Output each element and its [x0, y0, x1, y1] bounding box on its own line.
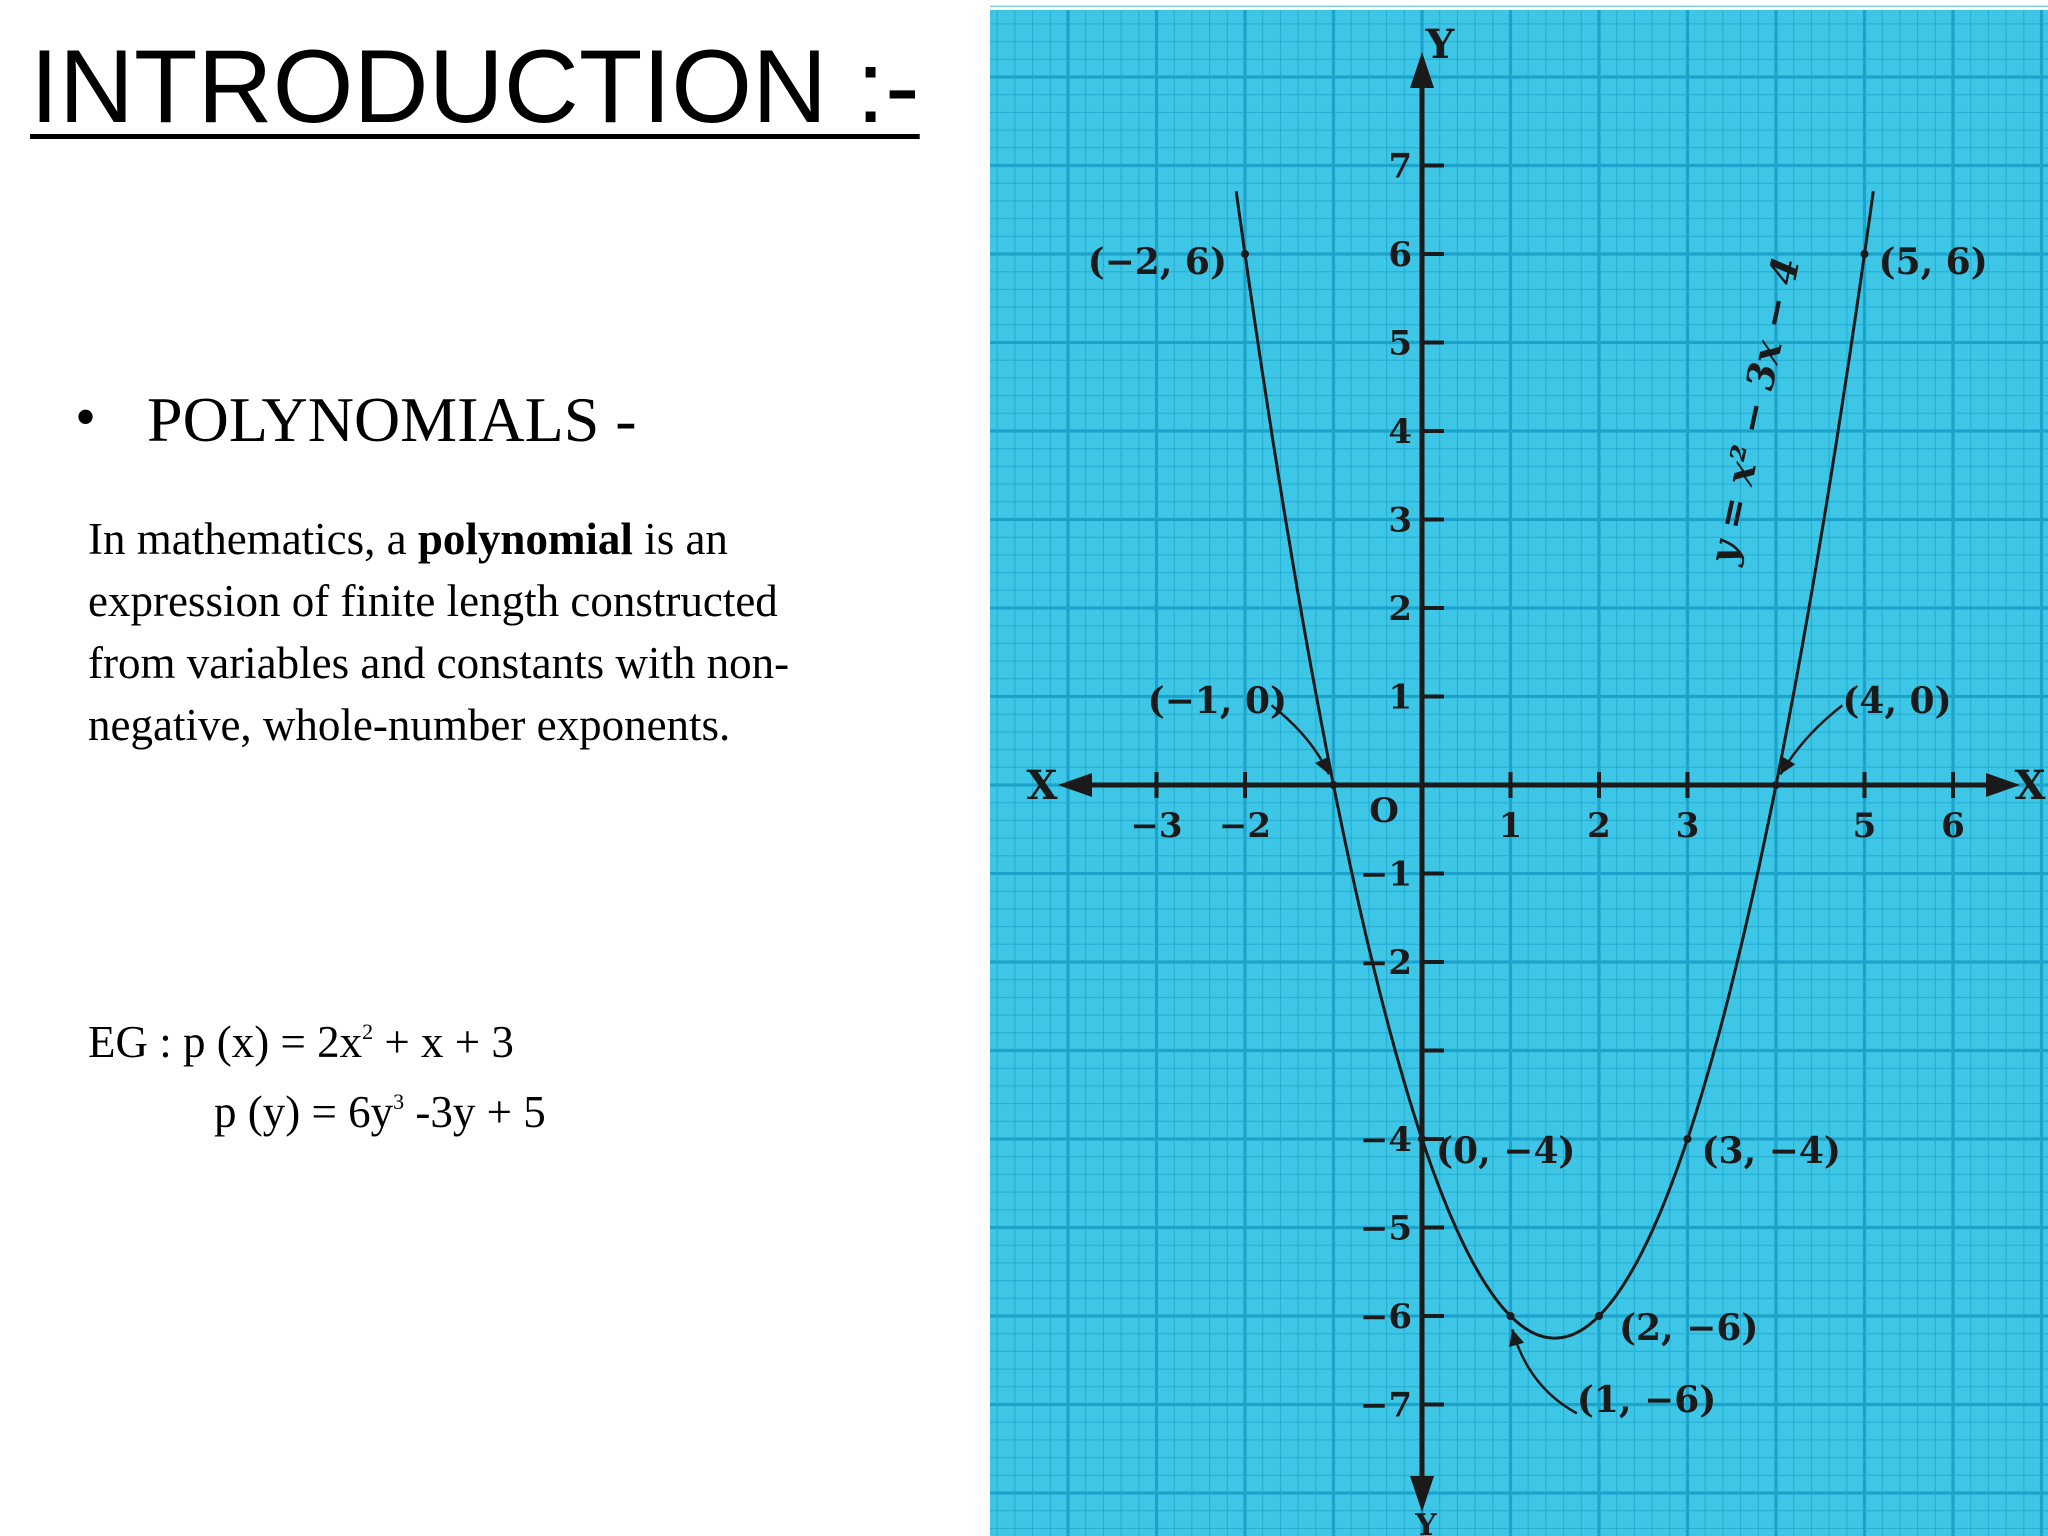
y-tick-label: 6 [1388, 235, 1412, 275]
data-point [1861, 250, 1869, 258]
definition-line-2: expression of finite length constructed [88, 576, 778, 626]
x-tick-label: −3 [1130, 806, 1183, 846]
example-exponent: 2 [362, 1019, 374, 1044]
point-annotation: (−2, 6) [1087, 241, 1227, 283]
example-exponent: 3 [393, 1089, 405, 1114]
bullet-dot: • [75, 384, 97, 450]
x-tick-label: 1 [1498, 806, 1523, 846]
bullet-polynomials [75, 383, 637, 457]
y-tick-label: 2 [1388, 589, 1412, 629]
point-annotation: (0, −4) [1436, 1130, 1576, 1172]
data-point [1507, 1312, 1515, 1320]
y-tick-label: −5 [1359, 1208, 1412, 1249]
example-line-2 [88, 1072, 546, 1142]
point-annotation: (5, 6) [1878, 241, 1988, 283]
data-point [1772, 781, 1780, 789]
y-axis-label-bottom: Y [1415, 1508, 1437, 1536]
x-tick-label: 3 [1675, 806, 1700, 846]
definition-text: In mathematics, a [88, 514, 418, 564]
definition-line-1 [88, 508, 1018, 570]
x-tick-label: −2 [1218, 806, 1272, 846]
y-tick-label: −6 [1359, 1297, 1412, 1337]
point-annotation: (−1, 0) [1147, 679, 1288, 722]
y-axis-label-top: Y [1425, 21, 1455, 68]
parabola-graph [990, 0, 2048, 1536]
y-tick-label: −2 [1359, 943, 1412, 983]
x-axis-label-left: X [1026, 762, 1058, 809]
example-text: EG : p (x) = 2x [88, 1017, 363, 1067]
bullet-label: POLYNOMIALS - [147, 384, 637, 455]
point-annotation: (1, −6) [1576, 1379, 1717, 1422]
point-annotation: (2, −6) [1619, 1307, 1759, 1349]
definition-paragraph [88, 508, 1018, 756]
point-annotation: (3, −4) [1701, 1130, 1841, 1172]
graph-panel [990, 0, 2048, 1536]
example-block [88, 1002, 546, 1142]
example-text: + x + 3 [373, 1017, 514, 1067]
definition-text: is an [632, 514, 728, 564]
slide-title: INTRODUCTION :- [30, 29, 920, 145]
definition-line-4: negative, whole-number exponents. [88, 700, 731, 750]
origin-label: O [1369, 791, 1399, 831]
data-point [1595, 1312, 1603, 1320]
x-tick-label: 6 [1941, 806, 1965, 846]
y-tick-label: 4 [1388, 412, 1412, 452]
y-tick-label: 5 [1388, 323, 1412, 364]
graph-paper [990, 10, 2048, 1536]
data-point [1418, 1135, 1426, 1143]
x-axis-label-right: X [2014, 762, 2046, 809]
definition-term: polynomial [417, 514, 633, 564]
definition-line-3: from variables and constants with non- [88, 638, 790, 688]
x-tick-label: 5 [1852, 806, 1877, 846]
y-tick-label: 3 [1388, 500, 1412, 541]
point-annotation: (4, 0) [1842, 679, 1952, 722]
data-point [1684, 1135, 1692, 1143]
y-tick-label: 7 [1388, 146, 1412, 187]
y-tick-label: 1 [1388, 677, 1412, 718]
y-tick-label: −7 [1359, 1385, 1412, 1426]
x-tick-label: 2 [1587, 806, 1611, 846]
data-point [1241, 250, 1249, 258]
example-line-1 [88, 1002, 546, 1072]
data-point [1330, 781, 1338, 789]
y-tick-label: −1 [1359, 854, 1412, 895]
function-label: y = x² − 3x − 4 [1699, 253, 1809, 568]
example-text: -3y + 5 [404, 1087, 546, 1137]
example-text: p (y) = 6y [214, 1087, 394, 1137]
y-tick-label: −4 [1359, 1120, 1412, 1160]
